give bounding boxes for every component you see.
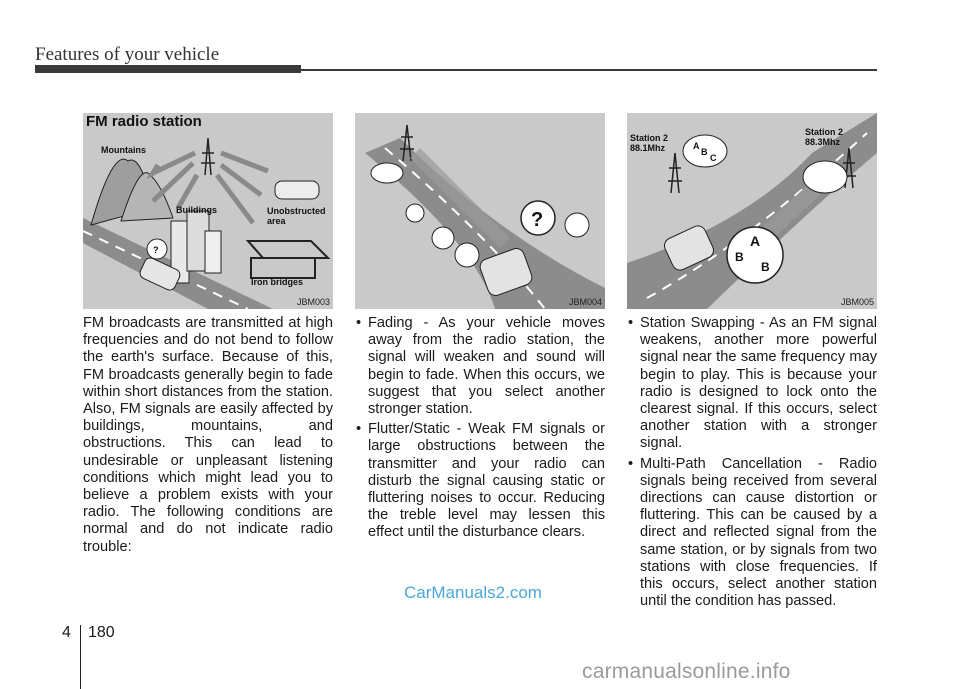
question-mark: ? <box>531 209 544 231</box>
column-conditions-1 <box>355 315 605 545</box>
label-station2-right: Station 2 <box>805 127 844 137</box>
figure-code: JBM003 <box>296 297 330 307</box>
radio-tower-left <box>668 153 682 193</box>
footer-watermark: carmanualsonline.info <box>582 660 791 683</box>
letter-a: A <box>693 141 700 151</box>
label-unobstructed: Unobstructed <box>267 206 326 216</box>
figure-fading <box>355 113 605 309</box>
static-bubble <box>371 163 403 183</box>
figure-title: FM radio station <box>86 113 202 130</box>
radio-tower <box>201 138 215 175</box>
chapter-number: 4 <box>62 624 71 641</box>
label-station2-left: Station 2 <box>630 133 669 143</box>
page-number: 180 <box>88 624 115 641</box>
car <box>275 181 319 199</box>
tree <box>406 204 424 222</box>
tree <box>565 213 589 237</box>
label-area: area <box>267 216 286 226</box>
question-mark: ? <box>153 245 159 255</box>
figure-fm-radio-station <box>83 113 333 309</box>
page-header-title: Features of your vehicle <box>35 44 220 65</box>
letter-b: B <box>761 260 770 274</box>
list-item-fading: • Fading - As your vehicle moves away from the radio station, the signal will weaken and sound will begin to fade. When this occurs, we suggest that you select another stronger station. <box>355 315 605 418</box>
iron-bridge <box>248 241 328 278</box>
letter-b: B <box>735 250 744 264</box>
figure-station-swapping <box>627 113 877 309</box>
letter-a: A <box>750 233 761 249</box>
tree <box>455 243 479 267</box>
figure-code: JBM004 <box>568 297 602 307</box>
list-item-multipath: • Multi-Path Cancellation - Radio signals being received from several directions can cause distortion or fluttering. This can be caused by a direct and reflected signal from the same station, or by signals from two stations with close frequencies. If this occurs, select another station until the condition has passed. <box>627 456 877 611</box>
station-swap-illustration <box>627 113 877 309</box>
figure-code: JBM005 <box>840 297 874 307</box>
watermark-link[interactable]: CarManuals2.com <box>404 583 542 602</box>
column-conditions-2 <box>627 315 877 613</box>
tree <box>432 227 454 249</box>
label-freq-left: 88.1Mhz <box>630 143 666 153</box>
label-iron-bridges: Iron bridges <box>251 277 304 287</box>
letter-b: B <box>701 147 708 157</box>
fm-station-illustration <box>83 113 333 309</box>
label-buildings: Buildings <box>176 205 217 215</box>
list-item-station-swapping: • Station Swapping - As an FM signal weakens, another more powerful signal near the same frequency may begin to play. This is because your radio is designed to lock onto the clearest signal. If this occurs, select another station with a stronger signal. <box>627 315 877 453</box>
header-rule <box>301 69 877 71</box>
letter-c: C <box>710 153 717 163</box>
page-divider <box>80 625 81 689</box>
static-bubble <box>803 161 847 193</box>
header-bar <box>35 65 301 73</box>
label-mountains: Mountains <box>101 145 146 155</box>
intro-paragraph: FM broadcasts are transmitted at high frequencies and do not bend to follow the earth's surface. Because of this, FM broadcasts generally begin to fade within short distances from the station. Also, FM signals are easily affected by buildings, mountains, and obstructions. This can lead to undesirable or unpleasant listening conditions which might lead you to believe a problem exists with your radio. The following conditions are normal and do not indicate radio trouble: <box>83 315 333 555</box>
list-item-flutter-static: • Flutter/Static - Weak FM signals or large obstructions between the transmitter and your radio can disturb the signal causing static or fluttering noises to occur. Reducing the treble level may lessen this effect until the disturbance clears. <box>355 421 605 541</box>
building <box>205 231 221 273</box>
fading-illustration <box>355 113 605 309</box>
label-freq-right: 88.3Mhz <box>805 137 841 147</box>
column-intro <box>83 315 333 556</box>
